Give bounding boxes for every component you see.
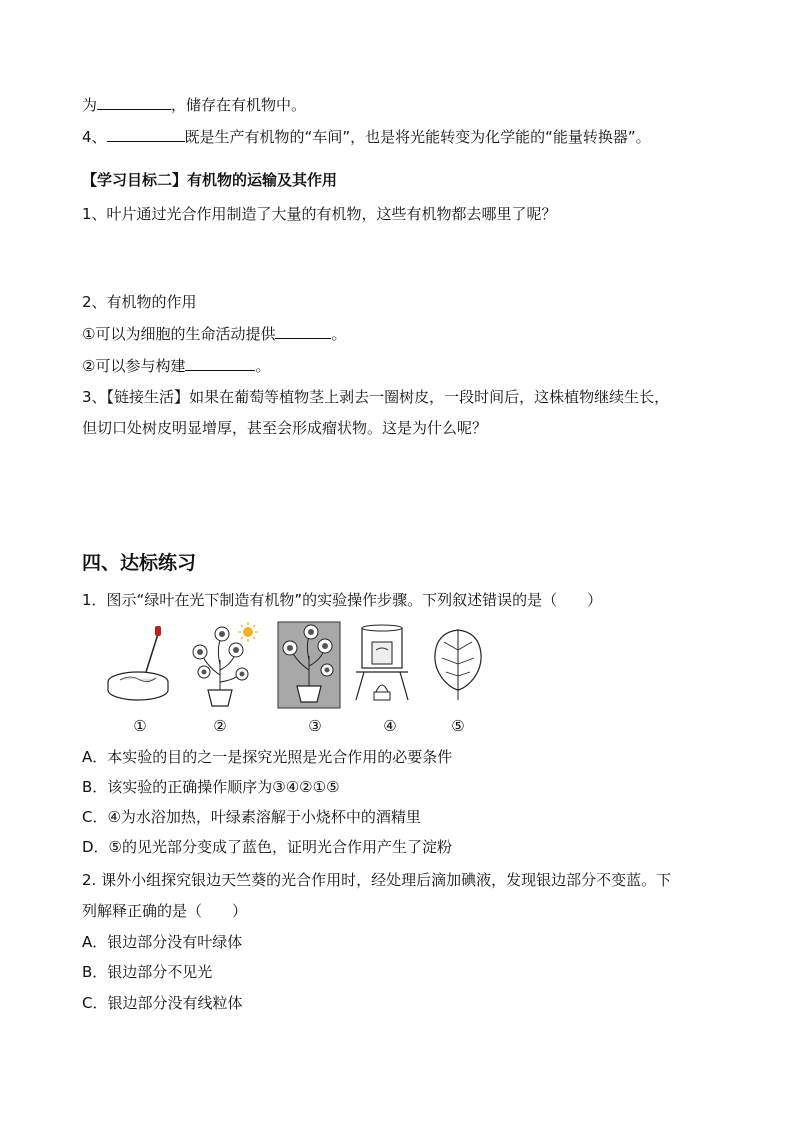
experiment-figure xyxy=(100,620,500,735)
figure-label: ⑤ xyxy=(451,717,465,735)
text: 既是生产有机物的“车间”，也是将光能转变为化学能的“能量转换器”。 xyxy=(184,128,651,146)
line-fill-1 xyxy=(82,95,306,115)
question-2b xyxy=(82,356,270,376)
answer-blank[interactable] xyxy=(97,95,171,110)
practice-2-line2: 列解释正确的是（ ） xyxy=(82,902,248,920)
figure-step-3 xyxy=(275,620,355,735)
text: 。 xyxy=(255,357,271,375)
practice-1-option-c: C．④为水浴加热，叶绿素溶解于小烧杯中的酒精里 xyxy=(82,808,421,826)
answer-blank[interactable] xyxy=(275,324,331,339)
text: 。 xyxy=(331,325,347,343)
text: 【链接生活】 xyxy=(106,388,190,406)
section-4-heading: 四、达标练习 xyxy=(82,552,197,574)
text: ，储存在有机物中。 xyxy=(171,96,307,114)
question-3-line2: 但切口处树皮明显增厚，甚至会形成瘤状物。这是为什么呢？ xyxy=(82,419,488,437)
question-2a xyxy=(82,324,346,344)
text: ②可以参与构建 xyxy=(82,357,186,375)
text: 为 xyxy=(82,96,98,114)
goal2-heading: 【学习目标二】有机物的运输及其作用 xyxy=(82,171,338,189)
practice-2-option-c: C．银边部分没有线粒体 xyxy=(82,994,243,1012)
practice-1: 1．图示“绿叶在光下制造有机物”的实验操作步骤。下列叙述错误的是（ ） xyxy=(82,591,603,609)
line-fill-2 xyxy=(82,127,651,147)
practice-2-option-b: B．银边部分不见光 xyxy=(82,963,213,981)
figure-label: ① xyxy=(133,717,147,735)
covered-plant-icon xyxy=(275,620,355,710)
text: 4、 xyxy=(82,128,107,146)
figure-step-1 xyxy=(100,620,180,735)
figure-label: ④ xyxy=(383,717,397,735)
practice-1-option-d: D．⑤的见光部分变成了蓝色，证明光合作用产生了淀粉 xyxy=(82,838,452,856)
potted-plant-sun-icon xyxy=(180,620,260,710)
figure-step-2 xyxy=(180,620,260,735)
figure-step-5 xyxy=(418,620,498,735)
answer-blank[interactable] xyxy=(185,356,255,371)
text: ①可以为细胞的生命活动提供 xyxy=(82,325,276,343)
question-2: 2、有机物的作用 xyxy=(82,293,197,311)
petri-dish-dropper-icon xyxy=(100,620,180,710)
text: 如果在葡萄等植物茎上剥去一圈树皮，一段时间后，这株植物继续生长， xyxy=(189,388,670,406)
figure-label: ③ xyxy=(308,717,322,735)
leaf-icon xyxy=(418,620,498,710)
practice-1-option-b: B．该实验的正确操作顺序为③④②①⑤ xyxy=(82,778,340,796)
question-1: 1、叶片通过光合作用制造了大量的有机物，这些有机物都去哪里了呢？ xyxy=(82,205,557,223)
figure-label: ② xyxy=(213,717,227,735)
practice-1-option-a: A．本实验的目的之一是探究光照是光合作用的必要条件 xyxy=(82,748,453,766)
practice-2: 2. 课外小组探究银边天竺葵的光合作用时，经处理后滴加碘液，发现银边部分不变蓝。下 xyxy=(82,871,672,889)
practice-2-option-a: A．银边部分没有叶绿体 xyxy=(82,933,243,951)
text: 3、 xyxy=(82,388,107,406)
answer-blank[interactable] xyxy=(107,127,185,142)
question-3 xyxy=(82,387,669,407)
